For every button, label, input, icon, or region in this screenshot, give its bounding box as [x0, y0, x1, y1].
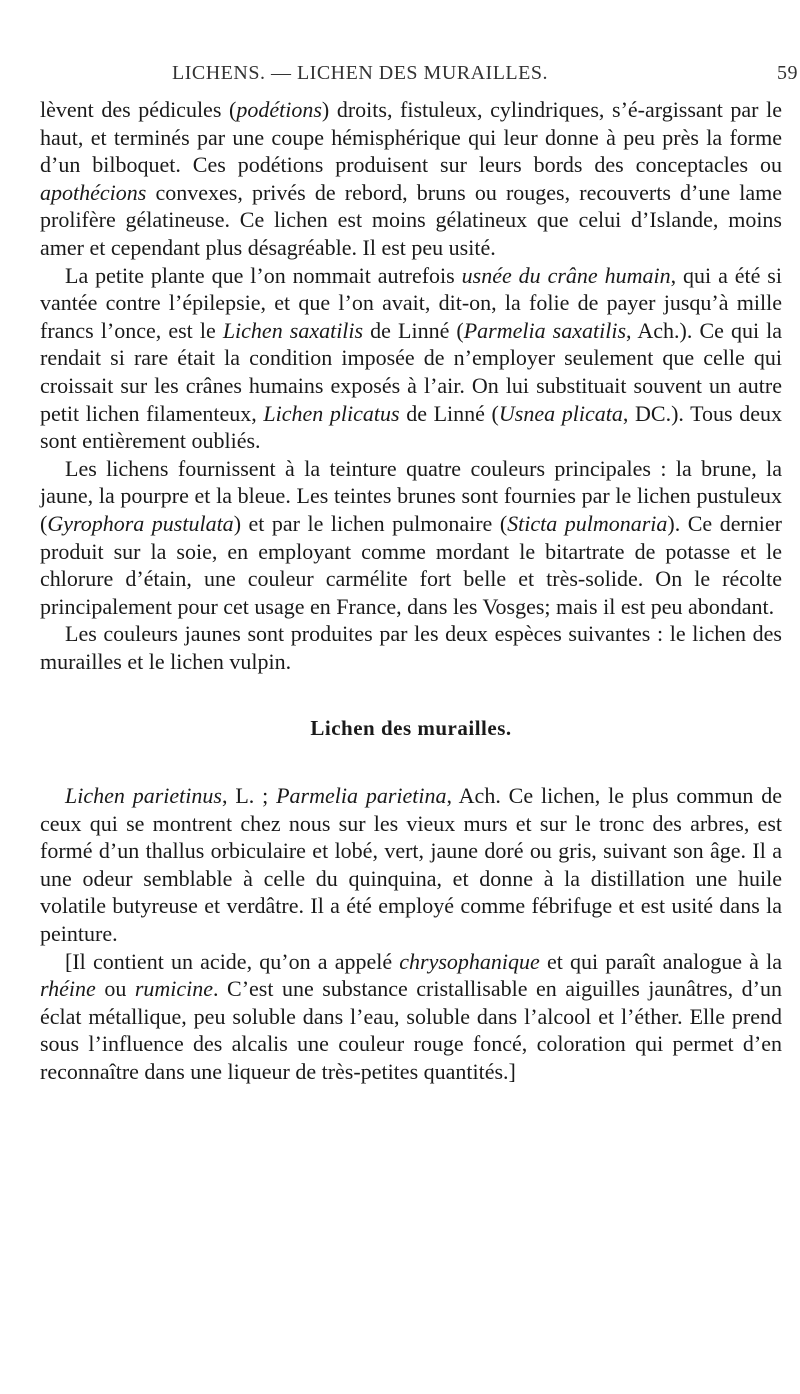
running-header	[172, 62, 798, 85]
section-heading: Lichen des murailles.	[310, 716, 512, 741]
paragraph-4: Les couleurs jaunes sont produites par les deux espèces suivantes : le lichen des murailles et le lichen vulpin.	[40, 621, 782, 674]
paragraph-3: Les lichens fournissent à la teinture quatre couleurs principales : la brune, la jaune, la pourpre et la bleue. Les teintes brunes sont fournies par le lichen pustuleux (Gyrophora pustulata) et par le lichen pulmonaire (Sticta pulmonaria). Ce dernier produit sur la soie, en employant comme mordant le bitartrate de potasse et le chlorure d’étain, une couleur carmélite fort belle et très-solide. On le récolte principalement pour cet usage en France, dans les Vosges; mais il est peu abondant.	[40, 455, 782, 619]
running-title: LICHENS. — LICHEN DES MURAILLES.	[172, 62, 548, 84]
paragraph-2: La petite plante que l’on nommait autrefois usnée du crâne humain, qui a été si vantée contre l’épilepsie, et que l’on avait, dit-on, la folie de payer jusqu’à mille francs l’once, est le Lichen saxatilis de Linné (Parmelia saxatilis, Ach.). Ce qui la rendait si rare était la condition imposée de n’employer seulement que celle qui croissait sur les crânes humains exposés à l’air. On lui substituait souvent un autre petit lichen filamenteux, Lichen plicatus de Linné (Usnea plicata, DC.). Tous deux sont entièrement oubliés.	[40, 262, 783, 454]
paragraph-6: [Il contient un acide, qu’on a appelé chrysophanique et qui paraît analogue à la rhéine ou rumicine. C’est une substance cristallisable en aiguilles jaunâtres, d’un éclat métallique, peu soluble dans l’eau, soluble dans l’alcool et l’éther. Elle prend sous l’influence des alcalis une couleur rouge foncé, coloration qui permet d’en reconnaître dans une liqueur de très-petites quantités.]	[40, 948, 783, 1084]
page-number: 59	[777, 62, 798, 84]
paragraph-1: lèvent des pédicules (podétions) droits, fistuleux, cylindriques, s’é-argissant par le haut, et terminés par une coupe hémisphérique qui leur donne à peu près la forme d’un bilboquet. Ces podétions produisent sur leurs bords des conceptacles ou apothécions convexes, privés de rebord, bruns ou rouges, recouverts d’une lame prolifère gélatineuse. Ce lichen est moins gélatineux que celui d’Islande, moins amer et cependant plus désagréable. Il est peu usité.	[40, 97, 782, 260]
main-text	[40, 96, 782, 1086]
paragraph-5: Lichen parietinus, L. ; Parmelia parietina, Ach. Ce lichen, le plus commun de ceux qui se montrent chez nous sur les vieux murs et sur le tronc des arbres, est formé d’un thallus orbiculaire et lobé, vert, jaune doré ou gris, suivant son âge. Il a une odeur semblable à celle du quinquina, et donne à la distillation une huile volatile butyreuse et verdâtre. Il a été employé comme fébrifuge et est usité dans la peinture.	[40, 783, 782, 947]
